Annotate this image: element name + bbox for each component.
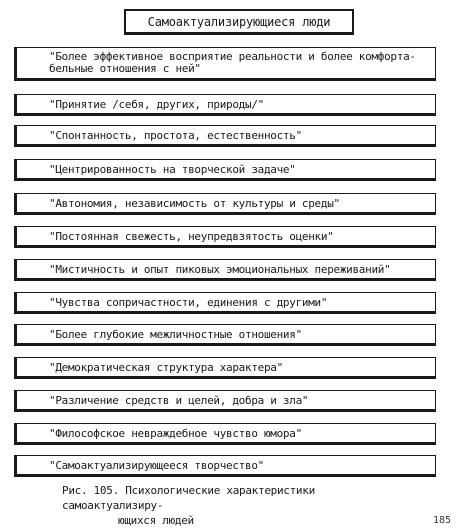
caption-line-2: ющихся людей (118, 514, 194, 527)
diagram-title: Самоактуализирующиеся люди (124, 9, 354, 35)
characteristic-box-1: "Более эффективное восприятие реальности и более комфорта- бельные отношения с ней" (14, 47, 436, 81)
characteristic-box-13: "Самоактуализирующееся творчество" (14, 455, 436, 477)
caption-line-1: Рис. 105. Психологические характеристики самоактуализиру- (62, 484, 315, 512)
characteristic-box-11: "Различение средств и целей, добра и зла" (14, 390, 436, 412)
characteristic-box-9: "Более глубокие межличностные отношения" (14, 324, 436, 346)
characteristic-box-7: "Мистичность и опыт пиковых эмоциональных переживаний" (14, 259, 436, 281)
characteristic-box-6: "Постоянная свежесть, неупредвзятость оценки" (14, 226, 436, 248)
characteristic-box-4: "Центрированность на творческой задаче" (14, 159, 436, 181)
characteristic-box-3: "Спонтанность, простота, естественность" (14, 125, 436, 147)
page-number: 185 (432, 515, 451, 526)
characteristic-box-2: "Принятие /себя, других, природы/" (14, 94, 436, 116)
figure-caption (62, 483, 422, 528)
characteristic-box-5: "Автономия, независимость от культуры и среды" (14, 193, 436, 215)
characteristic-box-12: "Философское невраждебное чувство юмора" (14, 423, 436, 445)
characteristic-box-8: "Чувства сопричастности, единения с другими" (14, 292, 436, 314)
characteristic-box-10: "Демократическая структура характера" (14, 357, 436, 379)
